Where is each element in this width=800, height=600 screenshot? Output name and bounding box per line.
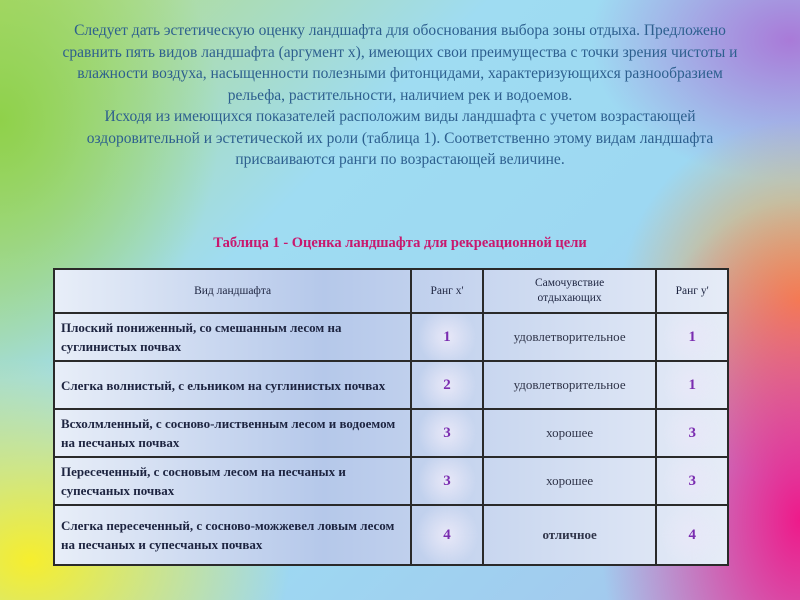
header-landscape-type: Вид ландшафта [54,269,411,313]
table-caption: Таблица 1 - Оценка ландшафта для рекреационной цели [213,235,587,251]
table-row [54,505,728,565]
table-row [54,361,728,409]
rank-y: 3 [656,409,728,457]
landscape-type: Пересеченный, с сосновым лесом на песчаных и супесчаных почвах [54,457,411,505]
table-row [54,409,728,457]
landscape-type: Всхолмленный, с сосново-лиственным лесом и водоемом на песчаных почвах [54,409,411,457]
wellbeing: удовлетворительное [483,361,657,409]
rank-x: 2 [411,361,483,409]
wellbeing: удовлетворительное [483,313,657,361]
intro-text [60,20,740,171]
wellbeing: отличное [483,505,657,565]
rank-x: 3 [411,457,483,505]
table-row [54,313,728,361]
table-header-row [54,269,728,313]
rank-y: 4 [656,505,728,565]
wellbeing: хорошее [483,457,657,505]
rank-y: 3 [656,457,728,505]
table-row [54,457,728,505]
header-rank-x: Ранг x' [411,269,483,313]
intro-paragraph-1: Следует дать эстетическую оценку ландшафта для обоснования выбора зоны отдыха. Предложено сравнить пять видов ландшафта (аргумент x), имеющих свои преимущества с точки зрения чистоты и влажности воздуха, насыщенности полезными фитонцидами, характеризующихся разнообразием рельефа, растительности, наличием рек и водоемов. [62,22,738,104]
rank-y: 1 [656,361,728,409]
rank-x: 3 [411,409,483,457]
rank-x: 4 [411,505,483,565]
header-wellbeing: Самочувствие отдыхающих [483,269,657,313]
landscape-type: Плоский пониженный, со смешанным лесом на суглинистых почвах [54,313,411,361]
rank-y: 1 [656,313,728,361]
header-rank-y: Ранг y' [656,269,728,313]
landscape-type: Слегка волнистый, с ельником на суглинистых почвах [54,361,411,409]
landscape-table [53,268,729,566]
wellbeing: хорошее [483,409,657,457]
intro-paragraph-2: Исходя из имеющихся показателей расположим виды ландшафта с учетом возрастающей оздоровительной и эстетической их роли (таблица 1). Соответственно этому видам ландшафта присваиваются ранги по возрастающей величине. [86,108,714,168]
rank-x: 1 [411,313,483,361]
landscape-type: Слегка пересеченный, с сосново-можжевел ловым лесом на песчаных и супесчаных почвах [54,505,411,565]
